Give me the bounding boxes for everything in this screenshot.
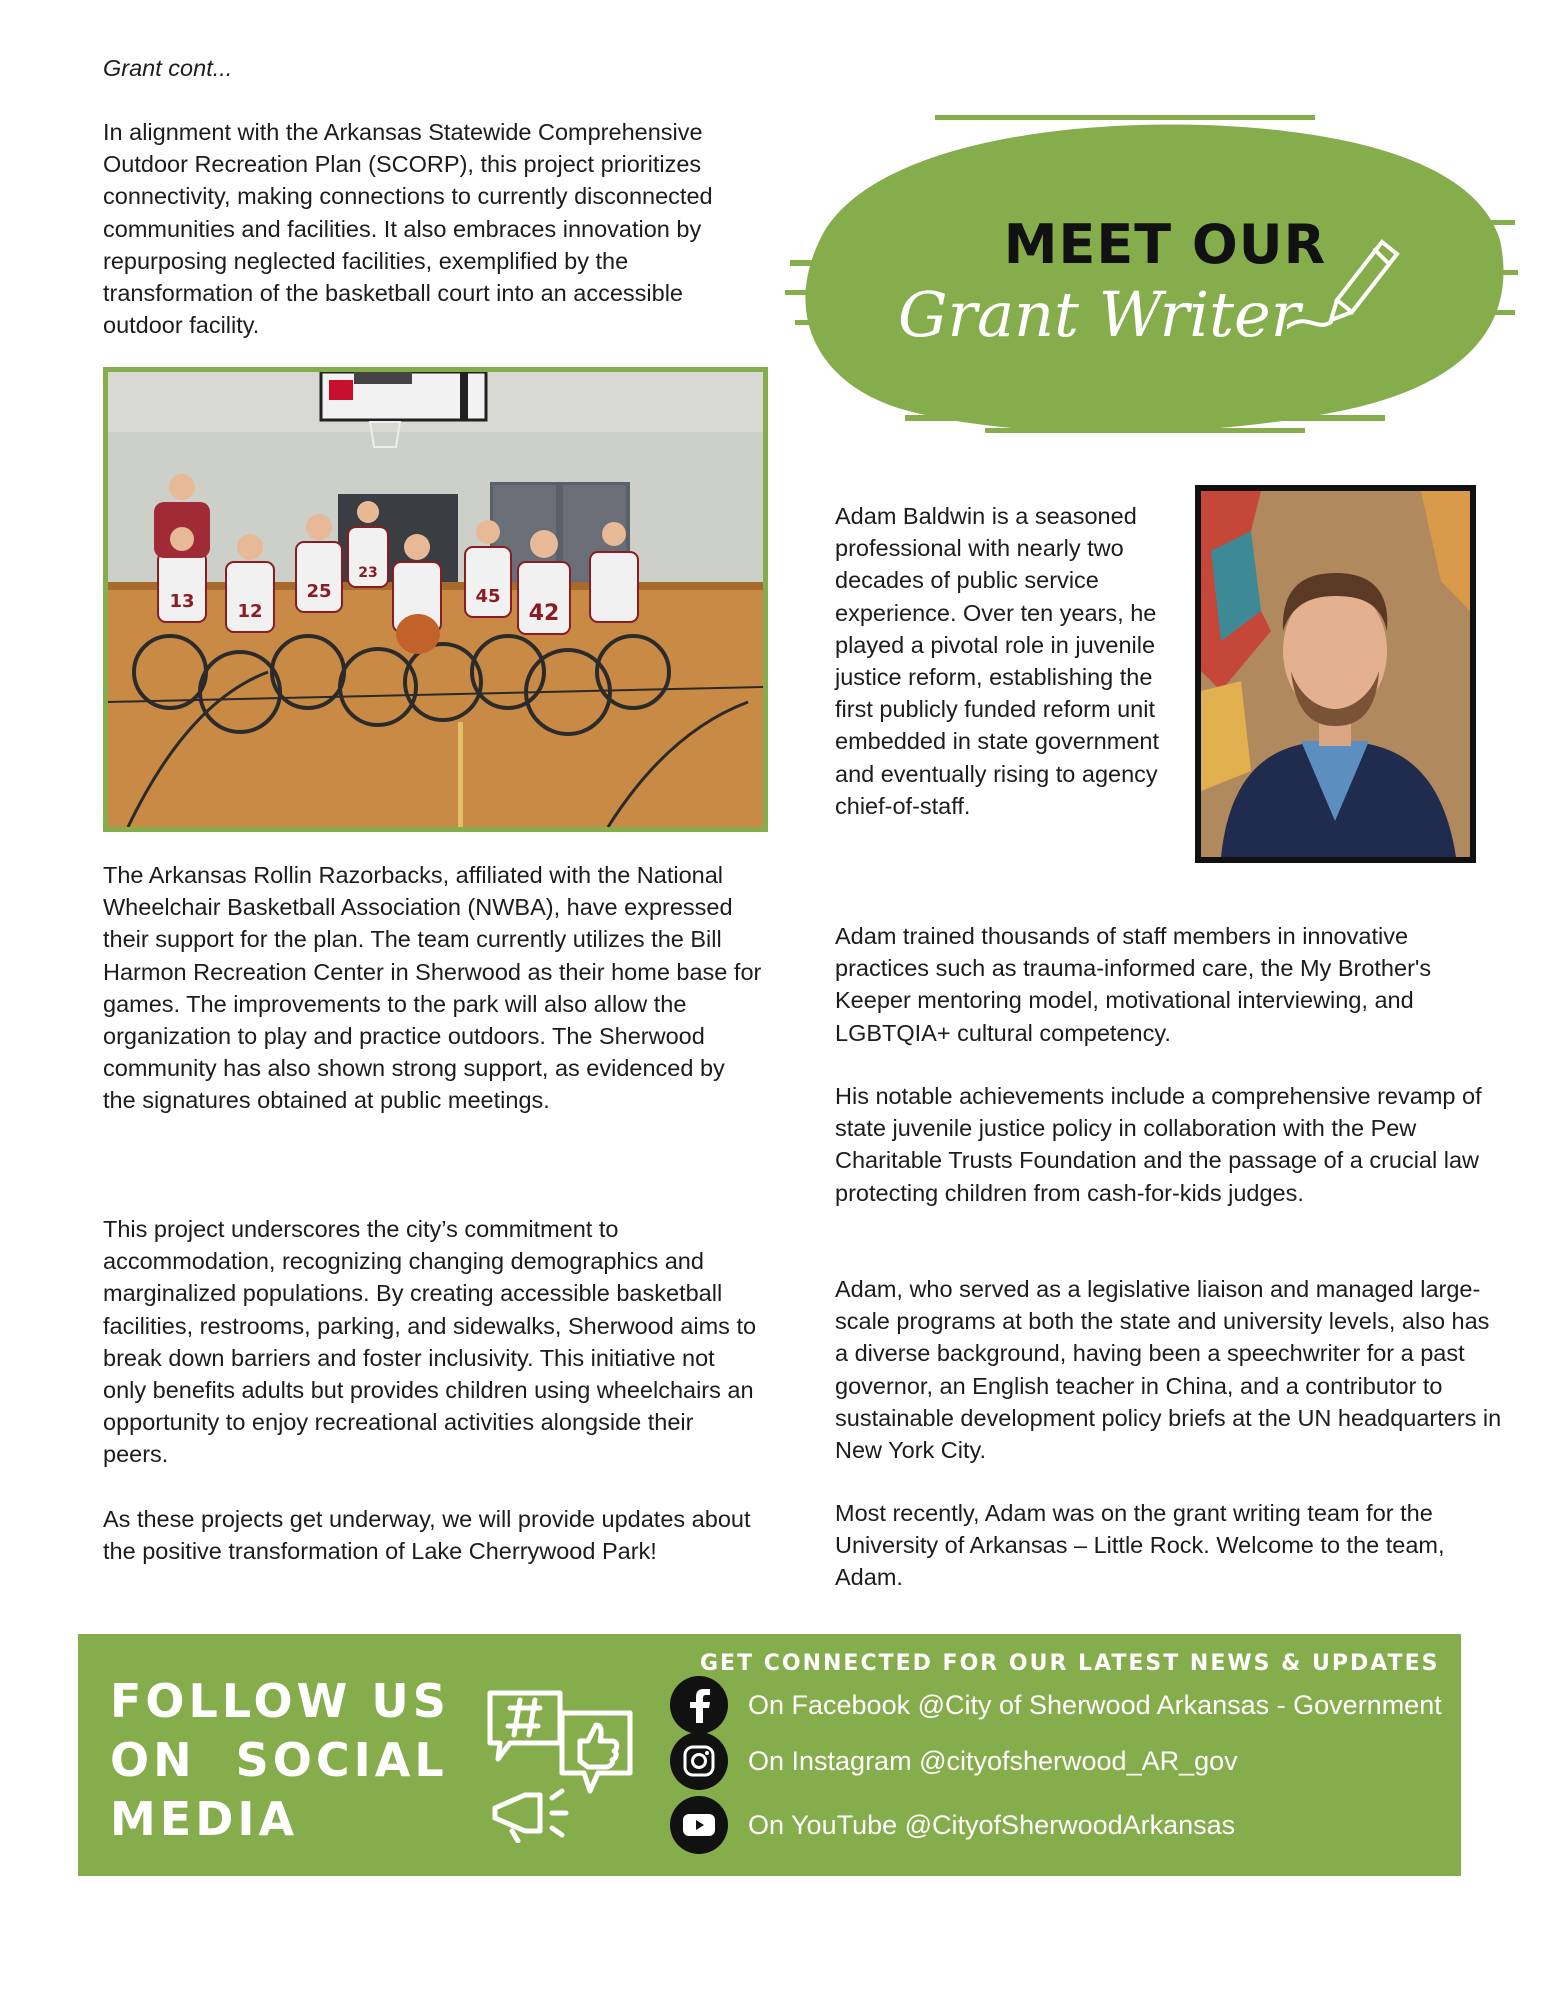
jersey-number: 42 [528,601,560,626]
jersey-number: 13 [169,591,195,612]
jersey-number: 25 [306,581,332,602]
youtube-handle[interactable]: On YouTube @CityofSherwoodArkansas [748,1809,1236,1840]
background-paragraph: Adam, who served as a legislative liaison and managed large-scale programs at both the state and university levels, also has a diverse background, having been a speechwriter for a past governor, an English teacher in China, and a contributor to sustainable development policy briefs at the UN headquarters in New York City. [835,1276,1502,1464]
facebook-icon[interactable] [670,1676,728,1734]
facebook-handle[interactable]: On Facebook @City of Sherwood Arkansas - Government [748,1689,1442,1720]
training-paragraph: Adam trained thousands of staff members in innovative practices such as trauma-informed care, the My Brother's Keeper mentoring model, motivational interviewing, and LGBTQIA+ cultural competency. [835,923,1432,1046]
follow-line: ON SOCIAL [110,1733,448,1787]
follow-line: FOLLOW US [110,1674,450,1728]
social-media-icon [480,1683,640,1843]
jersey-number: 12 [237,601,263,622]
instagram-handle[interactable]: On Instagram @cityofsherwood_AR_gov [748,1745,1238,1776]
razorbacks-paragraph: The Arkansas Rollin Razorbacks, affiliated with the National Wheelchair Basketball Association (NWBA), have expressed their support for the plan. The team currently utilizes the Bill Harmon Recreation Center in Sherwood as their home base for games. The improvements to the park will also allow the organization to play and practice outdoors. The Sherwood community has also shown strong support, as evidenced by the signatures obtained at public meetings. [103,862,762,1114]
intro-paragraph: In alignment with the Arkansas Statewide Comprehensive Outdoor Recreation Plan (SCORP), this project prioritizes connectivity, making connections to currently disconnected communities and facilities. It also embraces innovation by repurposing neglected facilities, exemplified by the transformation of the basketball court into an accessible outdoor facility. [103,119,713,339]
instagram-icon[interactable] [670,1732,728,1790]
follow-line: MEDIA [110,1792,299,1846]
meet-our-heading: MEET OUR [1003,213,1327,276]
achievements-paragraph: His notable achievements include a comprehensive revamp of state juvenile justice policy in collaboration with the Pew Charitable Trusts Foundation and the passage of a crucial law protecting children from cash-for-kids judges. [835,1083,1482,1206]
facebook-row[interactable] [670,1675,1442,1735]
jersey-number: 23 [358,565,378,581]
connect-heading: GET CONNECTED FOR OUR LATEST NEWS & UPDATES [700,1651,1440,1676]
jersey-number: 45 [475,586,501,607]
recent-paragraph: Most recently, Adam was on the grant writing team for the University of Arkansas – Little Rock. Welcome to the team, Adam. [835,1500,1445,1591]
portrait-photo [1195,485,1476,863]
youtube-icon[interactable] [670,1796,728,1854]
team-photo [103,367,768,832]
grant-writer-heading: Grant Writer [898,278,1301,351]
continued-label: Grant cont... [103,55,233,81]
instagram-row[interactable] [670,1731,1238,1791]
pen-icon [1287,232,1407,342]
closing-paragraph: As these projects get underway, we will provide updates about the positive transformation of Lake Cherrywood Park! [103,1506,751,1565]
commitment-paragraph: This project underscores the city’s commitment to accommodation, recognizing changing demographics and marginalized populations. By creating accessible basketball facilities, restrooms, parking, and sidewalks, Sherwood aims to break down barriers and foster inclusivity. This initiative not only benefits adults but provides children using wheelchairs an opportunity to enjoy recreational activities alongside their peers. [103,1216,757,1468]
follow-us-heading [110,1672,450,1849]
youtube-row[interactable] [670,1795,1235,1855]
bio-intro-paragraph: Adam Baldwin is a seasoned professional with nearly two decades of public service experience. Over ten years, he played a pivotal role in juvenile justice reform, establishing the first publicly funded reform unit embedded in state government and eventually rising to agency chief-of-staff. [835,503,1159,819]
